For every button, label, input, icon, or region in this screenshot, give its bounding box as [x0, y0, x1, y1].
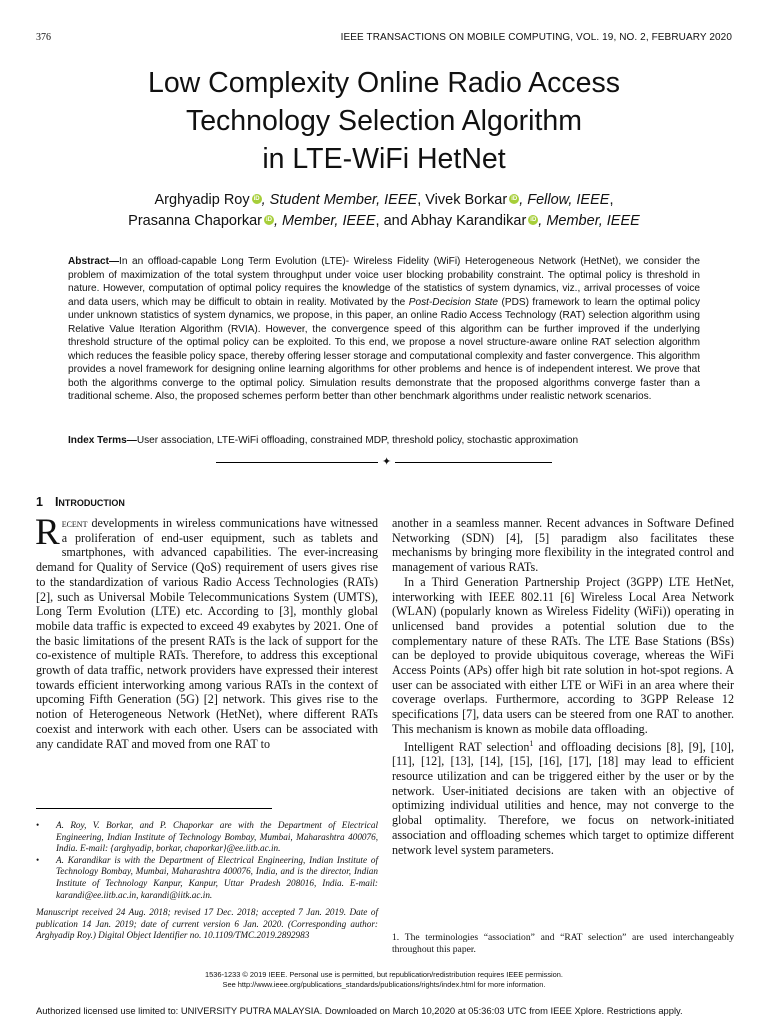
- footnote-item: [36, 855, 378, 901]
- author-name: Arghyadip Roy: [154, 192, 250, 208]
- index-terms: [68, 435, 700, 446]
- author-name: Prasanna Chaporkar: [128, 213, 262, 229]
- author-role: , Member, IEEE: [273, 213, 376, 229]
- footnote-text: A. Karandikar is with the Department of Electrical Engineering, Indian Institute of Technology Bombay, Mumbai, Maharashtra 400076, India, and is the director, Indian Institute of Technology Kanpur, Kanpur, Uttar Pradesh 208016, India. E-mail: karandi@ee.iitb.ac.in, karandi@iitk.ac.in.: [56, 854, 378, 900]
- author-role: , Member, IEEE: [538, 213, 640, 229]
- author-footnotes: [36, 820, 378, 942]
- intro-paragraph-2: In a Third Generation Partnership Project (3GPP) LTE HetNet, interworking with IEEE 802.11 [6] Wireless Local Area Network (WLAN) (popularly known as Wireless Fidelity (WiFi)) operating in unlicensed band provides a potential solution due to the complementary nature of these RATs. The LTE Base Stations (BSs) can be deployed to provide ubiquitous coverage, whereas the WiFi Access Points (APs) offer high bit rate solution in hot-spot regions. A user can be associated with either LTE or WiFi in an area where their coverage overlaps. Furthermore, according to 3GPP Release 12 specifications [7], data users can be steered from one RAT to another. This mechanism is known as mobile data offloading.: [392, 574, 734, 736]
- intro-paragraph-1: [35, 512, 378, 751]
- footnote-text: A. Roy, V. Borkar, and P. Chaporkar are with the Department of Electrical Engineering, Indian Institute of Technology Bombay, Mumbai, Maharashtra 400076, India. E-mail: {arghyadip, borkar, chaporkar}@ee.iitb.ac.in.: [56, 820, 378, 854]
- right-column: [392, 516, 734, 857]
- author-separator: ,: [609, 192, 614, 208]
- page-number: 376: [36, 32, 51, 43]
- author-role: , Student Member, IEEE: [261, 192, 418, 208]
- index-terms-text: User association, LTE-WiFi offloading, constrained MDP, threshold policy, stochastic approximation: [136, 435, 579, 446]
- title-line-2: Technology Selection Algorithm: [185, 105, 583, 137]
- footnote-rule: [36, 808, 272, 809]
- footnote-item: [36, 820, 378, 855]
- author-line-2: [0, 211, 768, 232]
- intro-paragraph-3: [392, 737, 734, 858]
- orcid-icon[interactable]: iD: [253, 196, 260, 202]
- footnote-ref[interactable]: 1: [529, 738, 534, 748]
- copyright-line-1: 1536-1233 © 2019 IEEE. Personal use is permitted, but republication/redistribution requires IEEE permission.: [205, 970, 563, 979]
- author-role: , Fellow, IEEE: [519, 192, 610, 208]
- section-title: Introduction: [54, 495, 125, 509]
- orcid-icon[interactable]: iD: [511, 196, 518, 202]
- paragraph-text: Intelligent RAT selection: [404, 739, 530, 754]
- abstract-italic: Post-Decision State: [408, 296, 499, 308]
- copyright-line-2: See http://www.ieee.org/publications_standards/publications/rights/index.html for more information.: [222, 979, 546, 989]
- first-word: ecent: [61, 516, 88, 530]
- abstract-text-cont: (PDS) framework to learn the optimal policy under unknown statistics of system dynamics, we propose, in this paper, an online Radio Access Technology (RAT) selection algorithm using Relative Value Iteration Algorithm (RVIA). However, the convergence speed of this algorithm can be further improved if the underlying threshold structure of the optimal policy can be exploited. To this end, we propose a novel structure-aware online RAT selection algorithm which reduces the feasible policy space, thereby offering lesser storage and computational complexity and faster convergence. This algorithm provides a novel framework for designing online learning algorithms for other problems and hence is of independent interest. We prove that both the algorithms converge to the optimal policy. Simulation results demonstrate that the proposed algorithms converge faster than a traditional scheme. Also, the proposed schemes perform better than other benchmark algorithms under realistic network scenarios.: [68, 296, 700, 402]
- abstract: [68, 255, 700, 404]
- index-terms-label: Index Terms—: [68, 435, 137, 446]
- section-number: 1: [36, 495, 43, 509]
- author-line-1: [0, 190, 768, 211]
- abstract-label: Abstract—: [68, 256, 120, 267]
- author-list: [0, 190, 768, 232]
- paper-title: [0, 64, 768, 178]
- paragraph-text: developments in wireless communications have witnessed a proliferation of end-user equipment, such as tablets and smartphones, with advanced capabilities. The ever-increasing demand for Quality of Service (QoS) requirement of users gives rise to the standardization of various Radio Access Technologies (RATs) [2], such as Universal Mobile Telecommunications System (UMTS), Long Term Evolution (LTE) etc. According to [3], monthly global mobile data traffic is expected to exceed 49 exabytes by 2021. One of the basic limitations of the present RATs is the lack of support for the co-existence of multiple RATs. Therefore, to address this exceptional growth of data traffic, network providers have expressed their interest towards efficient interworking among various RATs in the context of upcoming Fifth Generation (5G) [2] network. This gives rise to the notion of Heterogeneous Network (HetNet), where different RATs coexist and interwork with each other. Users can be associated with any candidate RAT and moved from one RAT to: [36, 516, 378, 751]
- section-heading: [36, 495, 125, 509]
- bullet: •: [36, 820, 40, 830]
- manuscript-info: Manuscript received 24 Aug. 2018; revised 17 Dec. 2018; accepted 7 Jan. 2019. Date of publication 14 Jan. 2019; date of current version 6 Jan. 2020. (Corresponding author: Arghyadip Roy.) Digital Object Identifier no. 10.1109/TMC.2019.2892983: [36, 907, 378, 941]
- paragraph-text-cont: and offloading decisions [8], [9], [10], [11], [12], [13], [14], [15], [16], [17], [18] may lead to efficient resource utilization and can be triggered either by the user or by the network. User-initiated decisions are taken with an objective of optimizing individual utilities and hence, may not converge to the global optimality. Therefore, we focus on network-initiated association and offloading schemes which target to optimize different network level system parameters.: [392, 739, 734, 857]
- title-line-3: in LTE-WiFi HetNet: [262, 143, 506, 175]
- footnote-1: 1. The terminologies “association” and “RAT selection” are used interchangeably throughout this paper.: [392, 932, 734, 955]
- drop-cap: R: [35, 512, 60, 553]
- left-column: [35, 512, 378, 751]
- bullet: •: [36, 854, 40, 865]
- author-name: , and Abhay Karandikar: [375, 213, 527, 229]
- journal-header: IEEE TRANSACTIONS ON MOBILE COMPUTING, VOL. 19, NO. 2, FEBRUARY 2020: [340, 32, 732, 43]
- author-name: , Vivek Borkar: [417, 192, 508, 208]
- abstract-text: In an offload-capable Long Term Evolution (LTE)- Wireless Fidelity (WiFi) Heterogeneous Network (HetNet), we consider the problem of maximization of the total system throughput under voice user blocking probability constraint. The optimal policy is threshold in nature. However, computation of optimal policy requires the knowledge of the statistics of system dynamics, viz., arrival processes of voice and data users, which may be difficult to obtain in reality. Motivated by the: [68, 256, 700, 308]
- orcid-icon[interactable]: iD: [530, 217, 537, 223]
- title-line-1: Low Complexity Online Radio Access: [147, 67, 621, 99]
- divider-diamond-icon: ✦: [378, 454, 395, 470]
- authorized-use-notice: Authorized licensed use limited to: UNIVERSITY PUTRA MALAYSIA. Downloaded on March 10,2020 at 05:36:03 UTC from IEEE Xplore. Restrictions apply.: [36, 1005, 683, 1016]
- orcid-icon[interactable]: iD: [265, 217, 272, 223]
- copyright-notice: [0, 970, 768, 989]
- intro-paragraph-1-cont: another in a seamless manner. Recent advances in Software Defined Networking (SDN) [4], [5] paradigm also facilitates these mechanisms by bringing more flexibility in the integrated control and management of various RATs.: [392, 516, 734, 575]
